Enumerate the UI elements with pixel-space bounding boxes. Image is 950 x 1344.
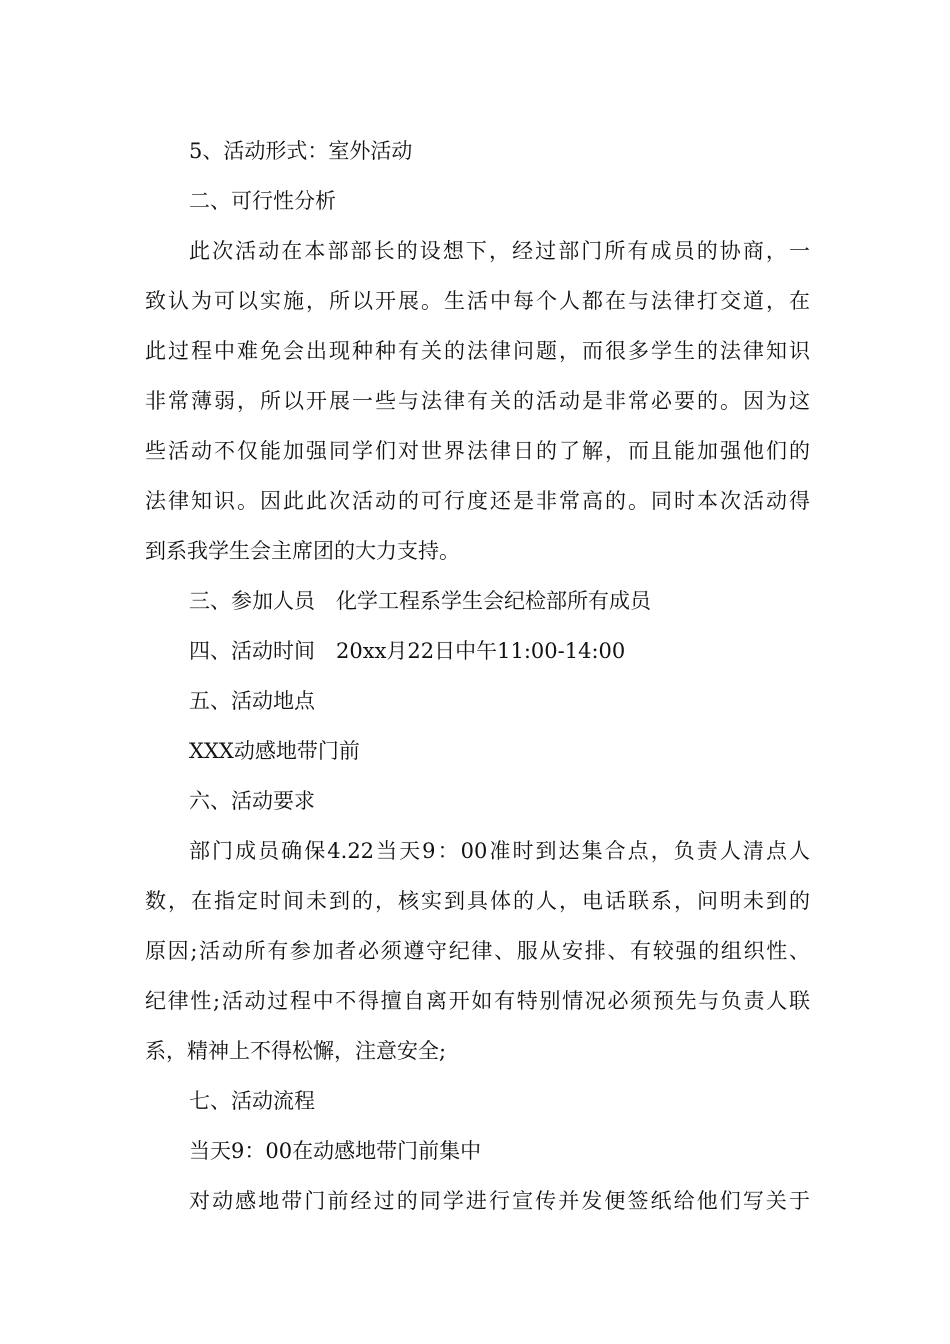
paragraph-line: 对动感地带门前经过的同学进行宣传并发便签纸给他们写关于 — [189, 1189, 810, 1213]
process-step: 当天9：00在动感地带门前集中 — [189, 1139, 482, 1163]
paragraph-line: 到系我学生会主席团的大力支持。 — [145, 539, 460, 563]
paragraph-line: 原因;活动所有参加者必须遵守纪律、服从安排、有较强的组织性、 — [145, 939, 810, 963]
activity-format-line: 5、活动形式：室外活动 — [189, 139, 413, 163]
section-heading-process: 七、活动流程 — [189, 1089, 315, 1113]
section-heading-requirements: 六、活动要求 — [189, 789, 315, 813]
paragraph-line: 纪律性;活动过程中不得擅自离开如有特别情况必须预先与负责人联 — [145, 989, 810, 1013]
section-heading-time: 四、活动时间 20xx月22日中午11:00-14:00 — [189, 639, 626, 663]
location-value: XXX动感地带门前 — [189, 739, 360, 763]
paragraph-line: 致认为可以实施，所以开展。生活中每个人都在与法律打交道，在 — [145, 289, 810, 313]
paragraph-line: 部门成员确保4.22当天9：00准时到达集合点，负责人清点人 — [189, 839, 810, 863]
paragraph-line: 数，在指定时间未到的，核实到具体的人，电话联系，问明未到的 — [145, 889, 810, 913]
paragraph-line: 法律知识。因此此次活动的可行度还是非常高的。同时本次活动得 — [145, 489, 810, 513]
paragraph-line: 些活动不仅能加强同学们对世界法律日的了解，而且能加强他们的 — [145, 439, 810, 463]
section-heading-participants: 三、参加人员 化学工程系学生会纪检部所有成员 — [189, 589, 651, 613]
section-heading-location: 五、活动地点 — [189, 689, 315, 713]
paragraph-line: 此次活动在本部部长的设想下，经过部门所有成员的协商，一 — [189, 239, 810, 263]
paragraph-line: 此过程中难免会出现种种有关的法律问题，而很多学生的法律知识 — [145, 339, 810, 363]
paragraph-line: 非常薄弱，所以开展一些与法律有关的活动是非常必要的。因为这 — [145, 389, 810, 413]
section-heading-feasibility: 二、可行性分析 — [189, 189, 336, 213]
paragraph-line: 系，精神上不得松懈，注意安全; — [145, 1039, 447, 1063]
